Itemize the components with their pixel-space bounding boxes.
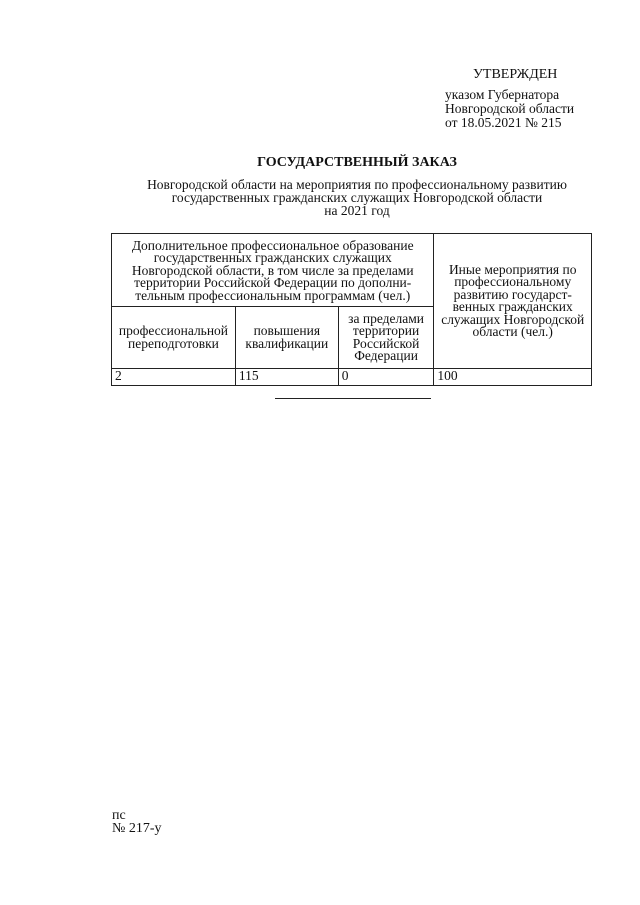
document-subtitle-line: государственных гражданских служащих Новгородской области bbox=[171, 190, 543, 205]
header-text-line: Дополнительное профессиональное образование bbox=[131, 237, 414, 253]
header-other-activities bbox=[434, 234, 592, 369]
header-text-line: области (чел.) bbox=[472, 324, 553, 339]
header-text-line: Иные мероприятия по bbox=[448, 261, 577, 277]
header-text-line: государственных гражданских служащих bbox=[153, 250, 392, 266]
approval-date-line: от 18.05.2021 № 215 bbox=[445, 115, 562, 130]
approval-stamp bbox=[445, 68, 625, 130]
approval-line: указом Губернатора bbox=[445, 87, 560, 102]
header-text-line: тельным профессиональным программам (чел.) bbox=[135, 287, 411, 303]
document-subtitle-line: Новгородской области на мероприятия по профессиональному развитию bbox=[147, 177, 567, 192]
value-abroad: 0 bbox=[338, 369, 434, 386]
approval-line: Новгородской области bbox=[445, 101, 575, 116]
end-divider-line bbox=[275, 398, 431, 399]
document-title-block bbox=[110, 156, 604, 217]
header-text-line: венных гражданских bbox=[452, 299, 573, 314]
value-other: 100 bbox=[434, 369, 592, 386]
subheader-text-line: Российской bbox=[352, 335, 420, 351]
header-additional-education bbox=[112, 234, 434, 307]
document-subtitle-line: на 2021 год bbox=[324, 203, 390, 218]
subheader-text-line: квалификации bbox=[245, 335, 329, 351]
subheader-abroad bbox=[338, 307, 434, 369]
table-row bbox=[112, 369, 592, 386]
footer-code bbox=[112, 809, 162, 835]
subheader-retraining bbox=[112, 307, 236, 369]
document-title: ГОСУДАРСТВЕННЫЙ ЗАКАЗ bbox=[257, 155, 457, 170]
subheader-text-line: переподготовки bbox=[128, 335, 219, 351]
value-qualification: 115 bbox=[235, 369, 338, 386]
header-text-line: территории Российской Федерации по дополни- bbox=[134, 275, 412, 291]
header-text-line: Новгородской области, в том числе за пределами bbox=[131, 262, 414, 278]
subheader-text-line: профессиональной bbox=[118, 323, 229, 338]
footer-code-line: пс bbox=[112, 808, 126, 823]
subheader-text-line: за пределами bbox=[348, 310, 424, 326]
header-text-line: служащих Новгородской bbox=[441, 311, 585, 327]
table-header-row bbox=[112, 234, 592, 307]
subheader-qualification bbox=[235, 307, 338, 369]
value-retraining: 2 bbox=[112, 369, 236, 386]
subheader-text-line: повышения bbox=[253, 323, 321, 338]
order-table bbox=[111, 233, 592, 386]
subheader-text-line: Федерации bbox=[354, 348, 418, 363]
approved-word: УТВЕРЖДЕН bbox=[473, 67, 558, 82]
header-text-line: развитию государст- bbox=[453, 286, 572, 302]
header-text-line: профессиональному bbox=[454, 274, 572, 289]
footer-code-line: № 217-у bbox=[112, 821, 162, 836]
subheader-text-line: территории bbox=[352, 323, 420, 338]
